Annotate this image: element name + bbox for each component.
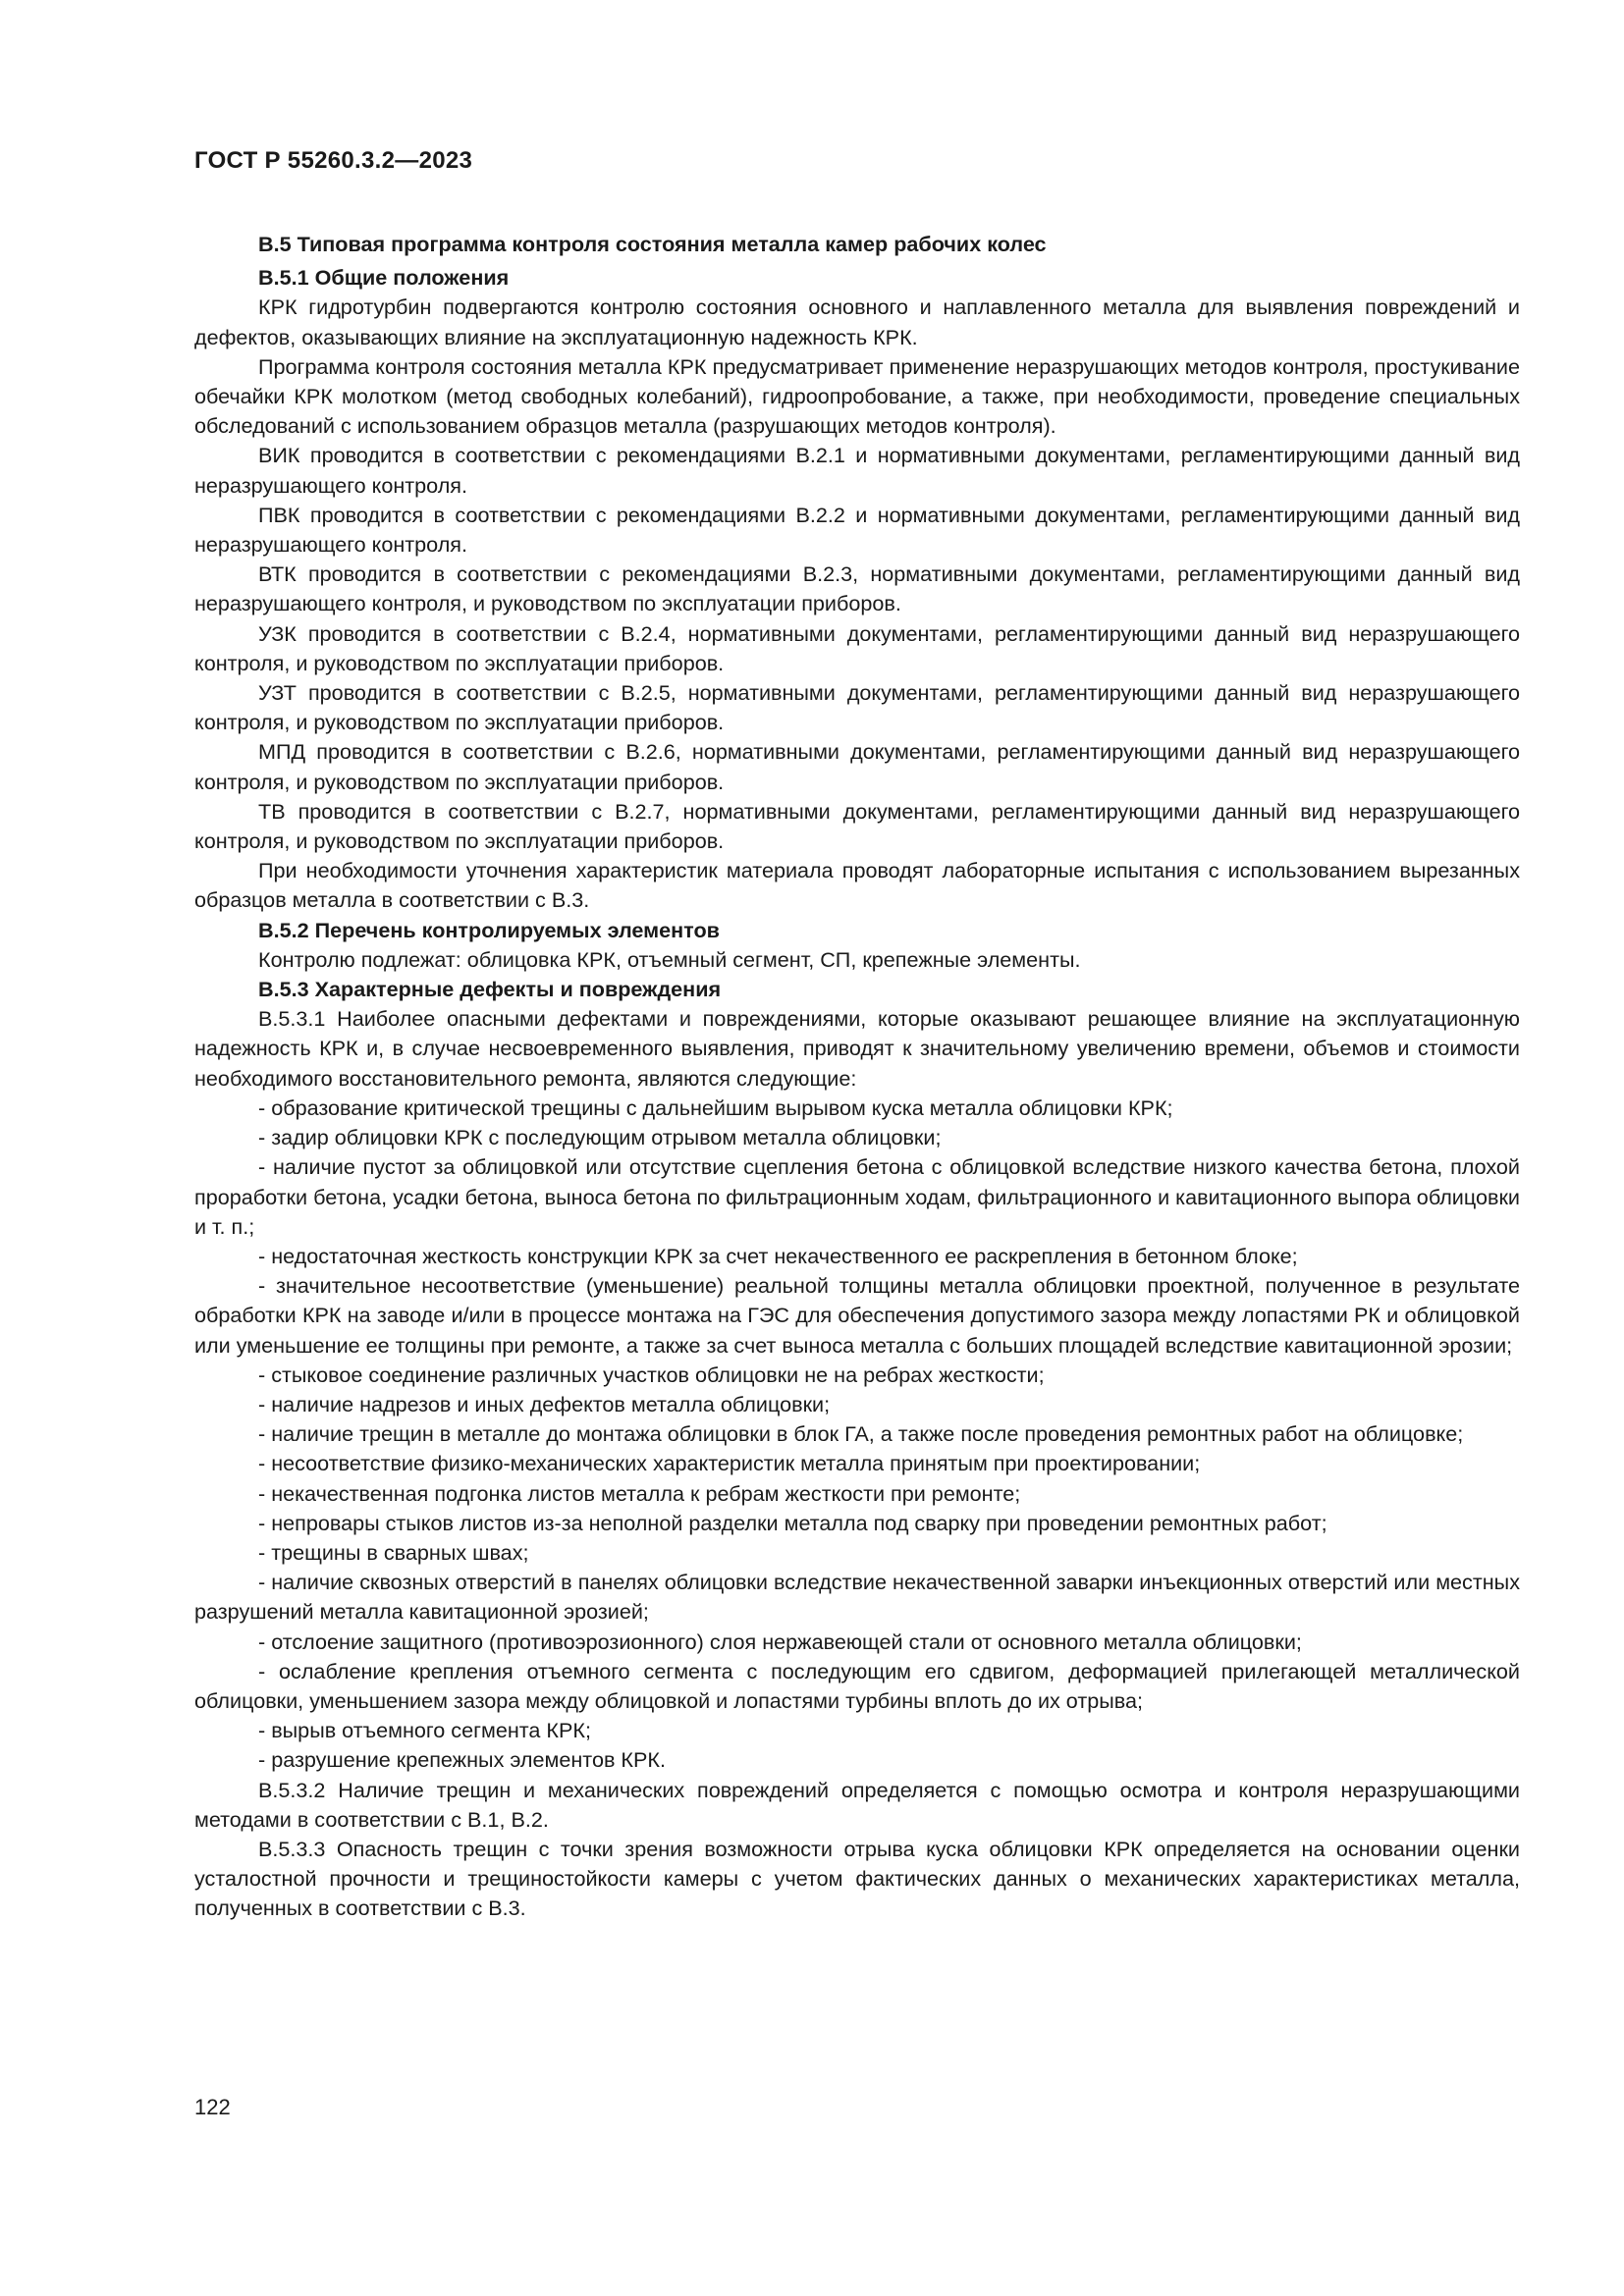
paragraph: В.5.3.3 Опасность трещин с точки зрения возможности отрыва куска облицовки КРК определяется на основании оценки усталостной прочности и трещиностойкости камеры с учетом фактических данных о механических характеристиках металла, полученных в соответствии с В.3. — [194, 1836, 1520, 1921]
section-heading-b51: В.5.1 Общие положения — [258, 265, 510, 291]
list-item: - задир облицовки КРК с последующим отрывом металла облицовки; — [258, 1125, 942, 1150]
paragraph: ВТК проводится в соответствии с рекомендациями В.2.3, нормативными документами, регламентирующими данный вид неразрушающего контроля, и руководством по эксплуатации приборов. — [194, 561, 1520, 616]
page-number: 122 — [194, 2095, 231, 2119]
section-heading-b5: В.5 Типовая программа контроля состояния металла камер рабочих колес — [258, 232, 1047, 256]
list-item: - трещины в сварных швах; — [258, 1539, 529, 1565]
paragraph: Программа контроля состояния металла КРК предусматривает применение неразрушающих методов контроля, простукивание обечайки КРК молотком (метод свободных колебаний), гидроопробование, а также, при необходимости, проведение специальных обследований с использованием образцов металла (разрушающих методов контроля). — [194, 353, 1520, 439]
paragraph: УЗК проводится в соответствии с В.2.4, нормативными документами, регламентирующими данный вид неразрушающего контроля, и руководством по эксплуатации приборов. — [194, 620, 1520, 675]
paragraph: ТВ проводится в соответствии с В.2.7, нормативными документами, регламентирующими данный вид неразрушающего контроля, и руководством по эксплуатации приборов. — [194, 798, 1520, 854]
list-item: - значительное несоответствие (уменьшение) реальной толщины металла облицовки проектной, полученное в результате обработки КРК на заводе и/или в процессе монтажа на ГЭС для обеспечения допустимого зазора между лопастями РК и облицовкой или уменьшение ее толщины при ремонте, а также за счет выноса металла с больших площадей вследствие кавитационной эрозии; — [194, 1273, 1520, 1358]
paragraph: КРК гидротурбин подвергаются контролю состояния основного и наплавленного металла для выявления повреждений и дефектов, оказывающих влияние на эксплуатационную надежность КРК. — [194, 294, 1520, 349]
list-item: - разрушение крепежных элементов КРК. — [258, 1747, 666, 1773]
paragraph: Контролю подлежат: облицовка КРК, отъемный сегмент, СП, крепежные элементы. — [258, 946, 1081, 972]
paragraph: УЗТ проводится в соответствии с В.2.5, нормативными документами, регламентирующими данный вид неразрушающего контроля, и руководством по эксплуатации приборов. — [194, 680, 1520, 735]
list-item: - наличие трещин в металле до монтажа облицовки в блок ГА, а также после проведения ремонтных работ на облицовке; — [258, 1421, 1464, 1447]
document-code: ГОСТ Р 55260.3.2—2023 — [194, 147, 473, 174]
paragraph: При необходимости уточнения характеристик материала проводят лабораторные испытания с использованием вырезанных образцов металла в соответствии с В.3. — [194, 858, 1520, 913]
list-item: - образование критической трещины с дальнейшим вырывом куска металла облицовки КРК; — [258, 1095, 1173, 1120]
list-item: - несоответствие физико-механических характеристик металла принятым при проектировании; — [258, 1451, 1201, 1476]
list-item: - вырыв отъемного сегмента КРК; — [258, 1718, 591, 1743]
list-item: - отслоение защитного (противоэрозионного) слоя нержавеющей стали от основного металла облицовки; — [258, 1629, 1302, 1654]
list-item: - непровары стыков листов из-за неполной разделки металла под сварку при проведении ремонтных работ; — [258, 1510, 1327, 1535]
section-heading-b53: В.5.3 Характерные дефекты и повреждения — [258, 977, 722, 1002]
paragraph: В.5.3.1 Наиболее опасными дефектами и повреждениями, которые оказывают решающее влияние на эксплуатационную надежность КРК и, в случае несвоевременного выявления, приводят к значительному увеличению времени, объемов и стоимости необходимого восстановительного ремонта, являются следующие: — [194, 1006, 1520, 1091]
list-item: - ослабление крепления отъемного сегмента с последующим его сдвигом, деформацией прилегающей металлической облицовки, уменьшением зазора между облицовкой и лопастями турбины вплоть до их отрыва; — [194, 1658, 1520, 1713]
list-item: - недостаточная жесткость конструкции КРК за счет некачественного ее раскрепления в бетонном блоке; — [258, 1243, 1298, 1268]
document-page — [194, 147, 1520, 1924]
paragraph: ПВК проводится в соответствии с рекомендациями В.2.2 и нормативными документами, регламентирующими данный вид неразрушающего контроля. — [194, 502, 1520, 558]
list-item: - наличие надрезов и иных дефектов металла облицовки; — [258, 1391, 831, 1416]
paragraph: ВИК проводится в соответствии с рекомендациями В.2.1 и нормативными документами, регламентирующими данный вид неразрушающего контроля. — [194, 443, 1520, 498]
section-heading-b52: В.5.2 Перечень контролируемых элементов — [258, 917, 720, 942]
document-body — [194, 230, 1520, 1924]
paragraph: В.5.3.2 Наличие трещин и механических повреждений определяется с помощью осмотра и контроля неразрушающими методами в соответствии с В.1, В.2. — [194, 1777, 1520, 1832]
list-item: - некачественная подгонка листов металла к ребрам жесткости при ремонте; — [258, 1480, 1021, 1506]
list-item: - наличие сквозных отверстий в панелях облицовки вследствие некачественной заварки инъекционных отверстий или местных разрушений металла кавитационной эрозией; — [194, 1570, 1520, 1625]
paragraph: МПД проводится в соответствии с В.2.6, нормативными документами, регламентирующими данный вид неразрушающего контроля, и руководством по эксплуатации приборов. — [194, 739, 1520, 794]
list-item: - наличие пустот за облицовкой или отсутствие сцепления бетона с облицовкой вследствие низкого качества бетона, плохой проработки бетона, усадки бетона, выноса бетона по фильтрационным ходам, фильтрационного и кавитационного выпора облицовки и т. п.; — [194, 1154, 1520, 1239]
list-item: - стыковое соединение различных участков облицовки не на ребрах жесткости; — [258, 1362, 1045, 1387]
